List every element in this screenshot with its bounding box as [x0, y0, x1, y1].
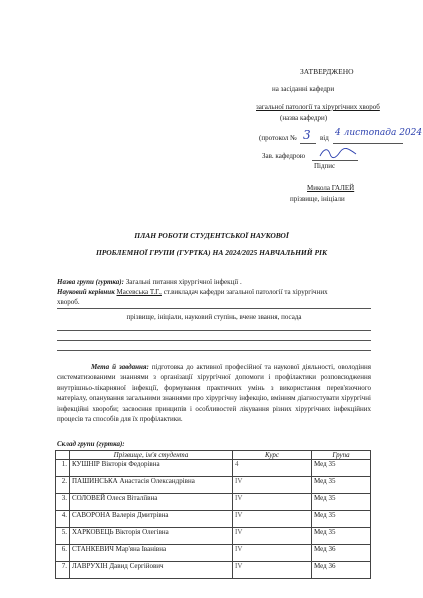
group-name-row	[57, 278, 242, 286]
header-group: Група	[312, 451, 371, 460]
members-table	[55, 450, 371, 579]
goal-paragraph	[57, 362, 371, 424]
approved-title: ЗАТВЕРДЖЕНО	[300, 67, 354, 76]
table-row	[56, 528, 371, 545]
approval-meeting: на засіданні кафедри	[272, 85, 335, 93]
student-group: Мед 35	[312, 494, 371, 511]
row-number: 2.	[56, 477, 70, 494]
header-number	[56, 451, 70, 460]
plan-title-line2: ПРОБЛЕМНОЇ ГРУПИ (ГУРТКА) НА 2024/2025 НАВЧАЛЬНИЙ РІК	[95, 248, 328, 257]
protocol-number-line	[300, 143, 316, 144]
student-group: Мед 35	[312, 460, 371, 477]
table-row	[56, 477, 371, 494]
table-row	[56, 562, 371, 579]
table-row	[56, 494, 371, 511]
protocol-date-line	[333, 143, 403, 144]
head-signature	[318, 146, 358, 160]
signature-hint: Підпис	[314, 162, 336, 170]
student-course: IV	[233, 562, 312, 579]
goal-text: підготовка до активної професійної та наукової діяльності, оволодіння систематизованими знаннями з організації хірургічної допомоги і профілактики розповсюдження внутрішньо-лікарняної інфекції, формування практичних умінь з використання перев'язочного матеріалу, опанування загальними знаннями про хірургічну інфекцію, вмінням діагностувати хірургічні інфекційні хвороби; засвоєння принципів і особливостей лікування різних хірургічних інфекційних процесів та способів для їх профілактики.	[57, 363, 372, 424]
student-name: САВОРОНА Валерія Дмитрівна	[70, 511, 233, 528]
blank-line-1	[57, 330, 371, 331]
row-number: 6.	[56, 545, 70, 562]
supervisor-line	[57, 308, 371, 309]
blank-line-2	[57, 340, 371, 341]
group-name-label: Назва групи (гуртка):	[57, 278, 124, 286]
student-name: ХАРКОВЕЦЬ Вікторія Олегівна	[70, 528, 233, 545]
head-name-hint: прізвище, ініціали	[290, 195, 345, 203]
student-course: IV	[233, 545, 312, 562]
table-row	[56, 545, 371, 562]
row-number: 7.	[56, 562, 70, 579]
row-number: 3.	[56, 494, 70, 511]
student-name: СОЛОВЕЙ Олеся Віталіївна	[70, 494, 233, 511]
student-course: 4	[233, 460, 312, 477]
head-name: Микола ГАЛЕЙ	[307, 184, 355, 192]
members-label: Склад групи (гуртка):	[57, 440, 125, 448]
row-number: 1.	[56, 460, 70, 477]
protocol-label: (протокол №	[259, 134, 297, 142]
student-group: Мед 35	[312, 528, 371, 545]
supervisor-position: ст.викладач кафедри загальної патології та хірургічних	[163, 288, 328, 296]
table-header-row	[56, 451, 371, 460]
plan-title-line1: ПЛАН РОБОТИ СТУДЕНТСЬКОЇ НАУКОВОЇ	[134, 231, 289, 240]
signature-line	[312, 160, 358, 161]
protocol-date: 4 листопада 2024	[335, 128, 423, 138]
student-name: КУШНІР Вікторія Федорівна	[70, 460, 233, 477]
blank-line-3	[57, 350, 371, 351]
student-name: ПАШИНСЬКА Анастасія Олександрівна	[70, 477, 233, 494]
protocol-from: від	[320, 134, 329, 142]
student-name: ЛАВРУХІН Давид Сергійович	[70, 562, 233, 579]
supervisor-row	[57, 288, 328, 296]
supervisor-position-cont: хвороб.	[57, 298, 80, 306]
student-group: Мед 36	[312, 545, 371, 562]
header-course: Курс	[233, 451, 312, 460]
table-row	[56, 511, 371, 528]
goal-label: Мета й завдання:	[91, 363, 149, 371]
student-course: IV	[233, 528, 312, 545]
student-group: Мед 35	[312, 511, 371, 528]
group-name-value: Загальні питання хірургічної інфекції .	[125, 278, 242, 286]
header-student: Прізвище, ім'я студента	[70, 451, 233, 460]
table-row	[56, 460, 371, 477]
approval-department: загальної патології та хірургічних хвороб	[256, 103, 380, 111]
supervisor-hint: прізвище, ініціали, науковий ступінь, вчене звання, посада	[126, 313, 302, 321]
supervisor-name: Масевська Т.Г.,	[116, 288, 162, 296]
student-group: Мед 36	[312, 562, 371, 579]
student-name: СТАНКЕВИЧ Мар'яна Іванівна	[70, 545, 233, 562]
supervisor-label: Науковий керівник	[57, 288, 115, 296]
student-course: IV	[233, 477, 312, 494]
student-course: IV	[233, 494, 312, 511]
approval-department-hint: (назва кафедри)	[280, 114, 328, 122]
head-label: Зав. кафедрою	[262, 152, 306, 160]
row-number: 5.	[56, 528, 70, 545]
protocol-number: 3	[303, 128, 311, 142]
row-number: 4.	[56, 511, 70, 528]
student-group: Мед 35	[312, 477, 371, 494]
student-course: IV	[233, 511, 312, 528]
